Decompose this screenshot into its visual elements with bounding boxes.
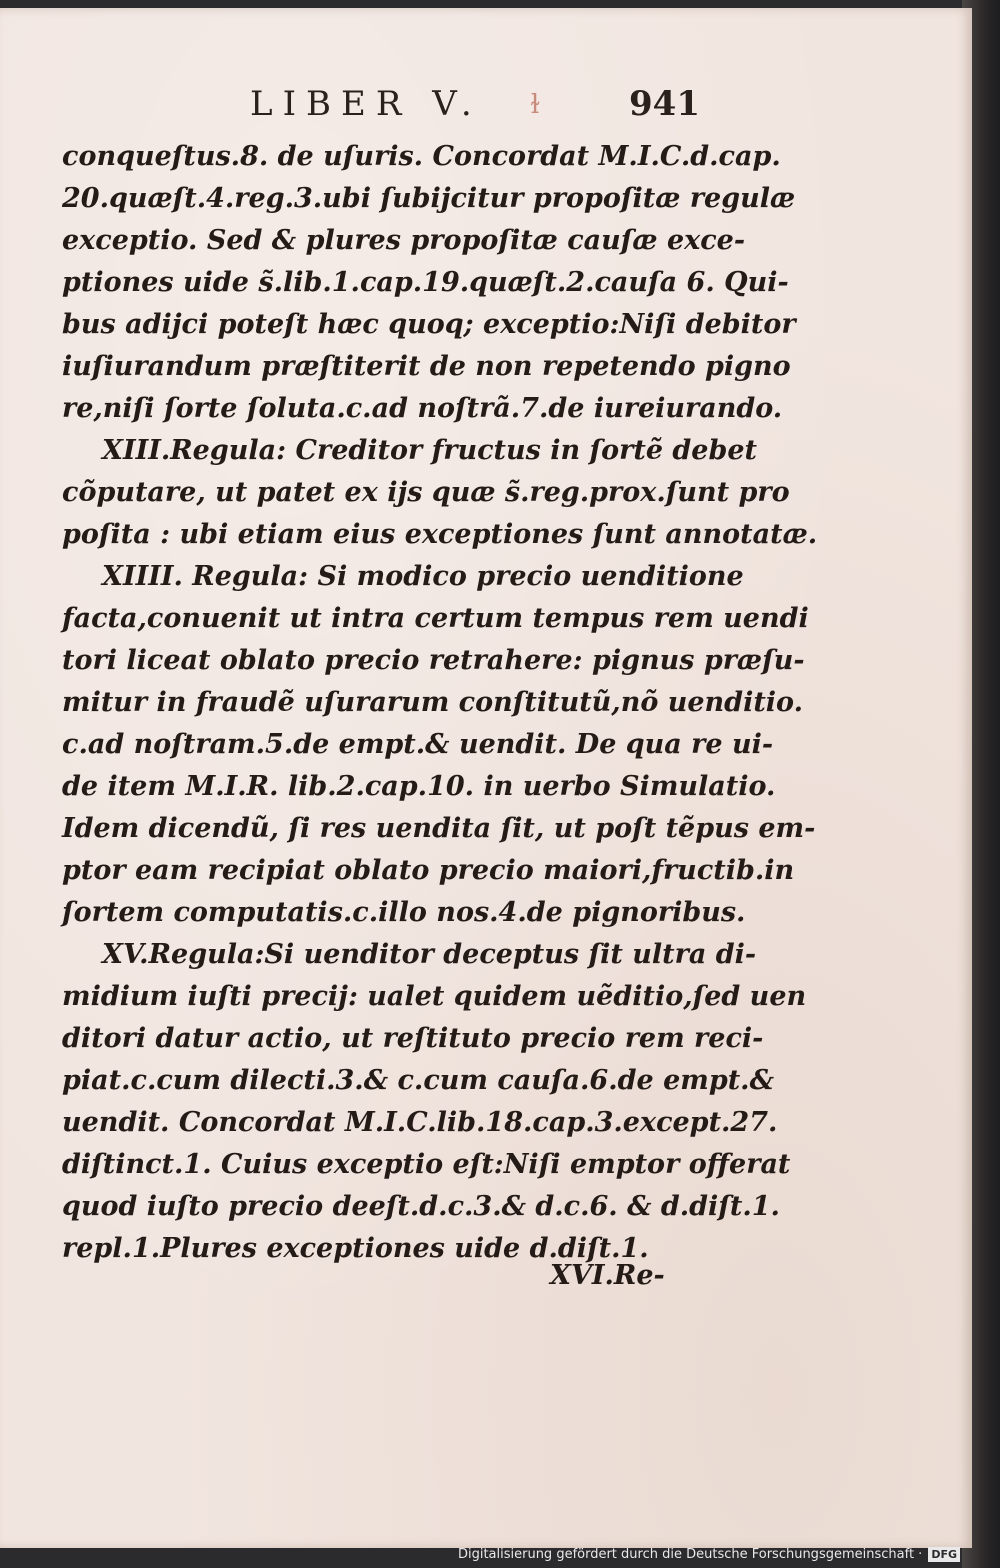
text-line: poſita : ubi etiam eius exceptiones ſunt annotatæ. — [62, 519, 818, 550]
credit-text: Digitalisierung gefördert durch die Deutsche Forschungsgemeinschaft · — [457, 1547, 923, 1562]
text-line: mitur in fraudẽ uſurarum conſtitutũ,nõ uenditio. — [62, 687, 803, 718]
text-line: exceptio. Sed & plures propoſitæ cauſæ exce- — [62, 225, 746, 256]
text-line: uendit. Concordat M.I.C.lib.18.cap.3.except.27. — [62, 1107, 778, 1138]
text-line: facta,conuenit ut intra certum tempus rem uendi — [62, 603, 809, 634]
text-line: de item M.I.R. lib.2.cap.10. in uerbo Simulatio. — [62, 771, 776, 802]
text-line: Idem dicendũ, ſi res uendita ſit, ut poſt tẽpus em- — [62, 813, 816, 844]
text-line: 20.quæſt.4.reg.3.ubi ſubijcitur propoſitæ regulæ — [62, 183, 796, 214]
text-line: ptiones uide s̃.lib.1.cap.19.quæſt.2.cauſa 6. Qui- — [62, 267, 789, 298]
book-page — [0, 8, 972, 1548]
ink-mark: ɫ — [530, 90, 540, 120]
dfg-logo: DFG — [928, 1547, 960, 1562]
catchword: XVI.Re- — [550, 1260, 665, 1291]
rule-heading-line: XIIII. Regula: Si modico precio uenditione — [102, 561, 744, 592]
body-text — [62, 136, 818, 1270]
running-title: LIBER V. — [250, 84, 482, 124]
text-line: ditori datur actio, ut reſtituto precio rem reci- — [62, 1023, 764, 1054]
text-line: conqueſtus.8. de uſuris. Concordat M.I.C.d.cap. — [62, 141, 781, 172]
text-line: quod iuſto precio deeſt.d.c.3.& d.c.6. & d.diſt.1. — [62, 1191, 780, 1222]
text-line: diſtinct.1. Cuius exceptio eſt:Niſi emptor offerat — [62, 1149, 791, 1180]
digitization-credit — [458, 1544, 960, 1566]
rule-heading-line: XIII.Regula: Creditor fructus in ſortẽ debet — [102, 435, 758, 466]
running-head — [60, 84, 700, 134]
text-line: ſortem computatis.c.illo nos.4.de pignoribus. — [62, 897, 746, 928]
text-line: repl.1.Plures exceptiones uide d.diſt.1. — [62, 1233, 649, 1264]
page-number: 941 — [629, 84, 700, 124]
text-line: re,niſi ſorte ſoluta.c.ad noſtrã.7.de iureiurando. — [62, 393, 783, 424]
text-line: midium iuſti precij: ualet quidem uẽditio,ſed uen — [62, 981, 807, 1012]
rule-heading-line: XV.Regula:Si uenditor deceptus ſit ultra di- — [102, 939, 757, 970]
text-line: c.ad noſtram.5.de empt.& uendit. De qua re ui- — [62, 729, 774, 760]
text-line: tori liceat oblato precio retrahere: pignus præſu- — [62, 645, 805, 676]
text-line: piat.c.cum dilecti.3.& c.cum cauſa.6.de empt.& — [62, 1065, 774, 1096]
text-line: bus adijci poteſt hæc quoq; exceptio:Niſi debitor — [62, 309, 796, 340]
text-line: cõputare, ut patet ex ijs quæ s̃.reg.prox.ſunt pro — [62, 477, 790, 508]
text-line: ptor eam recipiat oblato precio maiori,fructib.in — [62, 855, 795, 886]
text-line: iuſiurandum præſtiterit de non repetendo pigno — [62, 351, 791, 382]
